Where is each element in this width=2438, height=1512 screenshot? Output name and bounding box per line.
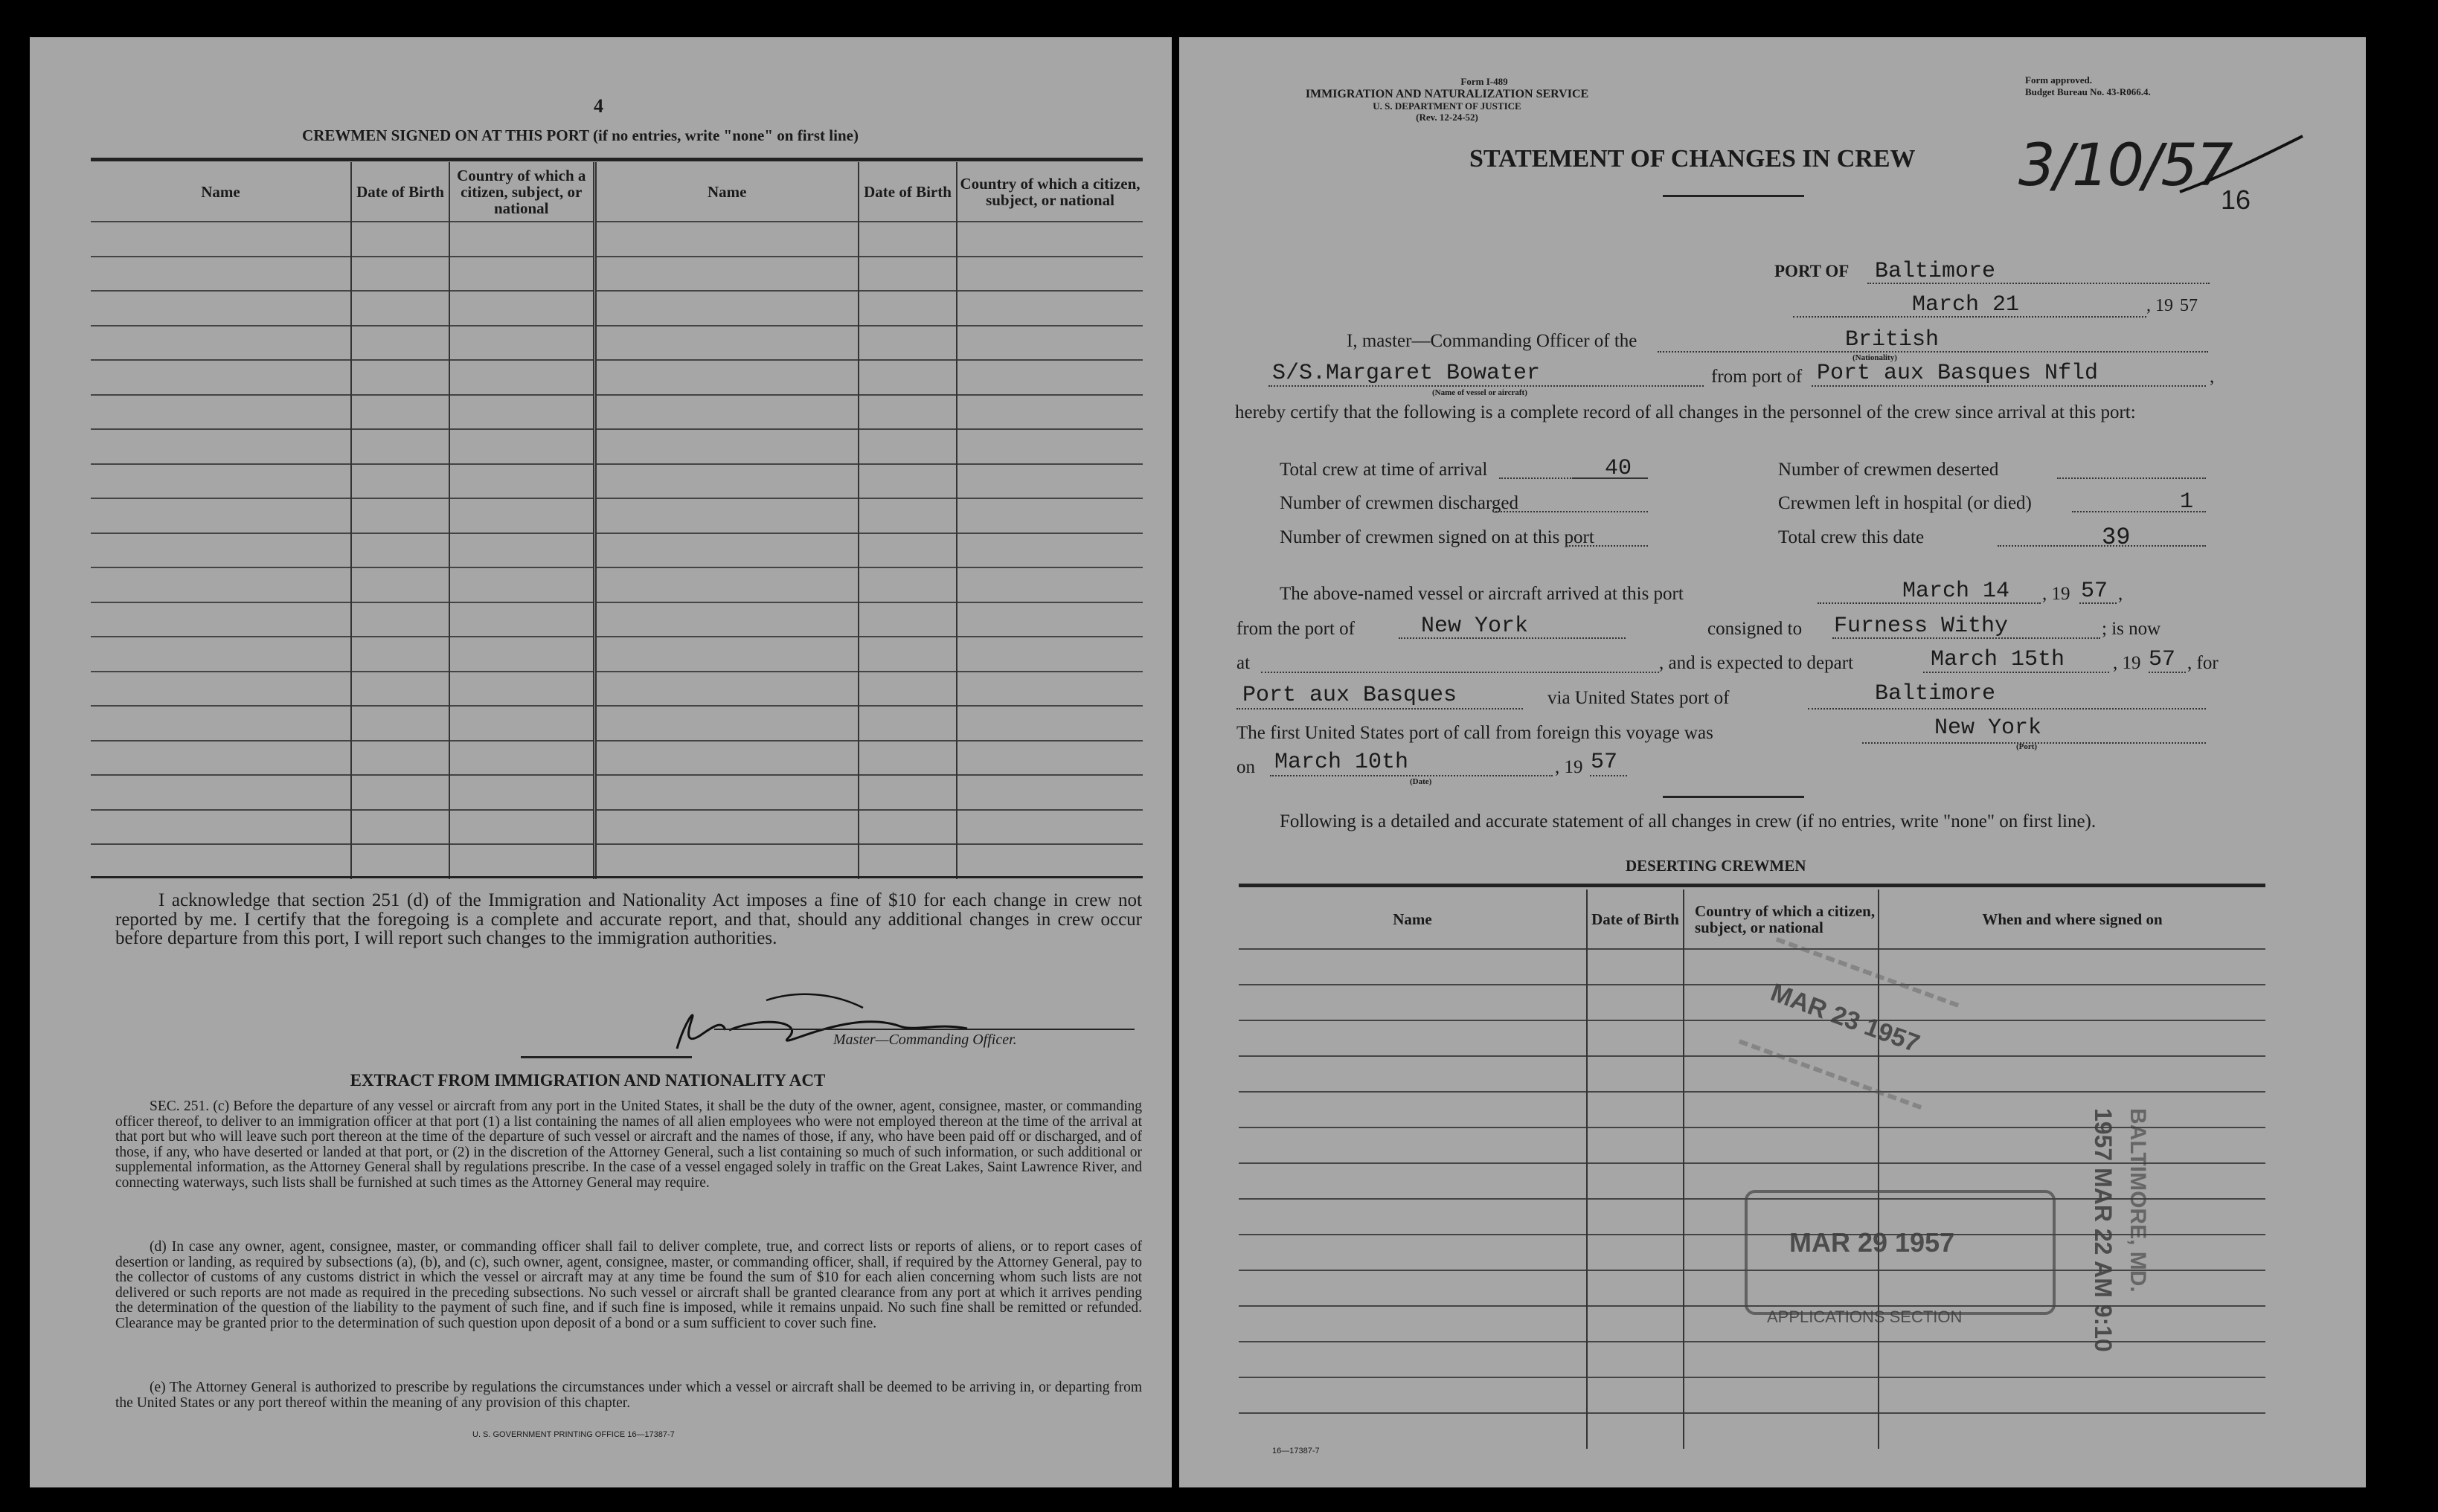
table-cell (594, 395, 859, 430)
divider (521, 1056, 692, 1058)
table-cell (449, 360, 594, 395)
left-page (30, 37, 1172, 1487)
table-cell (1239, 949, 1587, 985)
table-row (91, 429, 1143, 464)
first-date-line (1270, 775, 1553, 776)
table-cell (449, 464, 594, 499)
table-cell (1239, 1270, 1587, 1306)
table-cell (859, 637, 957, 672)
table-cell (351, 775, 449, 810)
table-cell (594, 844, 859, 879)
table-cell (594, 222, 859, 257)
table-cell (351, 429, 449, 464)
table-row (91, 844, 1143, 879)
baltimore-stamp-city: BALTIMORE, MD. (2126, 1108, 2150, 1293)
destination-value: Port aux Basques (1242, 683, 1457, 708)
table-row (91, 706, 1143, 741)
depart-year-prefix: , 19 (2113, 653, 2141, 673)
section-251-e: (e) The Attorney General is authorized to prescribe by regulations the circumstances under which a vessel or aircraft shall be deemed to be arriving in, or departing from the United States or any port thereof within the meaning of any provision of this chapter. (115, 1380, 1142, 1411)
table-cell (91, 567, 351, 602)
table-cell (957, 706, 1143, 741)
table-cell (859, 533, 957, 568)
table-cell (1587, 1342, 1684, 1377)
applications-stamp-caption: APPLICATIONS SECTION (1767, 1307, 1963, 1326)
page-number: 4 (594, 95, 603, 117)
table-cell (449, 637, 594, 672)
des-col-when-where: When and where signed on (1879, 889, 2265, 949)
table-cell (859, 326, 957, 361)
table-cell (1587, 1377, 1684, 1413)
table-cell (859, 464, 957, 499)
nationality-value: British (1845, 327, 1940, 353)
table-cell (1587, 949, 1684, 985)
table-cell (1587, 1092, 1684, 1127)
col-country: Country of which a citizen, subject, or national (449, 162, 594, 222)
table-cell (957, 257, 1143, 292)
table-cell (859, 775, 957, 810)
table-cell (1587, 1127, 1684, 1163)
nationality-caption: (Nationality) (1852, 353, 1897, 362)
title-underline (1663, 195, 1804, 197)
table-cell (594, 464, 859, 499)
table-cell (351, 222, 449, 257)
table-cell (449, 395, 594, 430)
table-row (1239, 1377, 2265, 1413)
table-cell (594, 706, 859, 741)
from-value: New York (1421, 614, 1529, 639)
table-cell (957, 395, 1143, 430)
table-cell (449, 741, 594, 776)
table-cell (91, 602, 351, 637)
baltimore-stamp-date: 1957 MAR 22 AM 9:10 (2090, 1108, 2117, 1352)
table-cell (859, 810, 957, 845)
table-row (91, 291, 1143, 326)
first-year: 57 (1591, 750, 1618, 775)
right-page (1179, 37, 2366, 1487)
first-date-value: March 10th (1274, 750, 1409, 775)
table-cell (859, 672, 957, 707)
signature-line (714, 1029, 1135, 1030)
comma-2: , (2118, 584, 2123, 604)
date-caption: (Date) (1410, 777, 1432, 786)
year-value: 57 (2180, 296, 2198, 315)
discharged-label: Number of crewmen discharged (1280, 493, 1518, 513)
table-cell (91, 637, 351, 672)
table-cell (957, 222, 1143, 257)
form-approved: Form approved. (2025, 74, 2093, 86)
total-arrival-leader (1499, 477, 1574, 479)
table-cell (91, 360, 351, 395)
table-cell (1684, 1413, 1879, 1449)
discharged-line (1495, 511, 1648, 512)
table-cell (1239, 1020, 1587, 1056)
table-cell (957, 498, 1143, 533)
destination-line (1236, 708, 1523, 710)
table-cell (594, 567, 859, 602)
first-port-label: The first United States port of call from foreign this voyage was (1236, 723, 1713, 743)
hospital-value: 1 (2180, 489, 2194, 515)
depart-year: 57 (2149, 647, 2176, 672)
table-cell (594, 741, 859, 776)
table-row (91, 567, 1143, 602)
table-cell (1587, 1413, 1684, 1449)
table-cell (1239, 1127, 1587, 1163)
table-cell (957, 464, 1143, 499)
table-cell (1587, 1056, 1684, 1092)
first-port-value: New York (1934, 715, 2042, 741)
divider-2 (1663, 796, 1804, 798)
table-cell (957, 844, 1143, 879)
table-cell (1239, 1342, 1587, 1377)
table-cell (351, 637, 449, 672)
table-top-rule (91, 158, 1143, 161)
table-cell (1684, 1127, 1879, 1163)
table-cell (1879, 1377, 2265, 1413)
table-cell (957, 775, 1143, 810)
table-cell (449, 810, 594, 845)
table-cell (449, 326, 594, 361)
table-cell (351, 360, 449, 395)
table-cell (859, 360, 957, 395)
via-line (1808, 708, 2206, 710)
deserting-title: DESERTING CREWMEN (1626, 857, 1806, 875)
table-cell (449, 222, 594, 257)
from-port-label: from port of (1711, 367, 1803, 387)
form-title: STATEMENT OF CHANGES IN CREW (1469, 145, 1916, 173)
table-cell (449, 672, 594, 707)
table-cell (859, 844, 957, 879)
table-cell (1239, 1056, 1587, 1092)
table-cell (1587, 1020, 1684, 1056)
table-cell (91, 775, 351, 810)
table-row (91, 637, 1143, 672)
table-cell (449, 429, 594, 464)
table-cell (351, 810, 449, 845)
table-cell (957, 810, 1143, 845)
table-cell (859, 602, 957, 637)
table-row (91, 222, 1143, 257)
table-cell (594, 810, 859, 845)
table-cell (351, 326, 449, 361)
table-cell (91, 429, 351, 464)
via-label: via United States port of (1547, 688, 1730, 708)
table-cell (1239, 1163, 1587, 1199)
table-cell (1239, 1092, 1587, 1127)
table-cell (449, 498, 594, 533)
table-row (91, 326, 1143, 361)
table-cell (859, 395, 957, 430)
signed-on-label: Number of crewmen signed on at this port (1280, 527, 1594, 547)
table-cell (351, 395, 449, 430)
table-cell (91, 257, 351, 292)
table-row (91, 775, 1143, 810)
table-cell (91, 326, 351, 361)
table-cell (1239, 1306, 1587, 1342)
table-cell (1879, 1127, 2265, 1163)
table-cell (1587, 1199, 1684, 1235)
des-col-dob: Date of Birth (1587, 889, 1684, 949)
on-label: on (1236, 757, 1255, 777)
deserted-line (2057, 477, 2206, 479)
port-value: Baltimore (1875, 259, 1996, 284)
table-cell (351, 498, 449, 533)
date-value: March 21 (1912, 292, 2020, 318)
table-row (91, 395, 1143, 430)
comma: , (2210, 367, 2215, 387)
depart-label: , and is expected to depart (1659, 653, 1854, 673)
table-cell (449, 567, 594, 602)
table-cell (1684, 1342, 1879, 1377)
hospital-label: Crewmen left in hospital (or died) (1778, 493, 2032, 513)
table-cell (859, 222, 957, 257)
table-cell (449, 602, 594, 637)
table-row (91, 464, 1143, 499)
table-row (91, 672, 1143, 707)
table-cell (449, 291, 594, 326)
col-name: Name (201, 182, 240, 201)
table-cell (1587, 1270, 1684, 1306)
table-cell (351, 672, 449, 707)
form-footer: 16—17387-7 (1272, 1447, 1320, 1455)
des-col-country: Country of which a citizen, subject, or national (1684, 889, 1879, 949)
first-year-line (1590, 775, 1627, 776)
table-row (1239, 1056, 2265, 1092)
table-cell (1239, 1199, 1587, 1235)
signed-on-title: CREWMEN SIGNED ON AT THIS PORT (if no entries, write "none" on first line) (302, 126, 859, 144)
table-cell (91, 291, 351, 326)
table-cell (859, 498, 957, 533)
arrived-year: 57 (2081, 579, 2108, 604)
from-label: from the port of (1236, 619, 1355, 639)
table-cell (859, 429, 957, 464)
arrived-value: March 14 (1902, 579, 2010, 604)
year-prefix: , 19 (2146, 296, 2173, 315)
table-cell (449, 706, 594, 741)
consigned-value: Furness Withy (1834, 614, 2009, 639)
section-251-d: (d) In case any owner, agent, consignee, master, or commanding officer shall fail to deliver complete, true, and correct lists or reports of aliens, or to report cases of desertion or landing, as required by subsections (a), (b), and (c), such owner, agent, consignee, master, or commanding officer, shall, if required by the Attorney General, pay to the collector of customs of any customs district in which the vessel or aircraft may at any time be found the sum of $10 for each alien concerning whom such lists are not delivered or such reports are not made as required in the preceding subsections. No such vessel or aircraft shall be granted clearance from any port at which it arrives pending the determination of the question of the liability to the payment of such fine, and if such fine is imposed, while it remains unpaid. No such fine shall be remitted or refunded. Clearance may be granted prior to the determination of such question upon deposit of a bond or a sum sufficient to cover such fine. (115, 1239, 1142, 1331)
table-cell (957, 360, 1143, 395)
table-cell (351, 257, 449, 292)
des-col-name: Name (1393, 910, 1432, 928)
table-cell (594, 637, 859, 672)
table-cell (859, 257, 957, 292)
table-cell (449, 844, 594, 879)
table-cell (449, 533, 594, 568)
col-name-2: Name (594, 162, 859, 222)
extract-title: EXTRACT FROM IMMIGRATION AND NATIONALITY ACT (350, 1071, 826, 1090)
for-label: , for (2187, 653, 2219, 673)
table-bottom-rule (91, 876, 1143, 878)
table-cell (1587, 1163, 1684, 1199)
table-cell (351, 741, 449, 776)
table-cell (351, 291, 449, 326)
table-cell (957, 326, 1143, 361)
table-cell (859, 741, 957, 776)
table-cell (1239, 985, 1587, 1020)
total-date-value: 39 (2102, 524, 2131, 551)
col-country-2: Country of which a citizen, subject, or national (957, 162, 1143, 222)
table-cell (91, 741, 351, 776)
table-row (91, 810, 1143, 845)
master-label: I, master—Commanding Officer of the (1347, 331, 1637, 351)
received-stamp: MAR 23 1957 (1766, 978, 1924, 1058)
table-cell (351, 533, 449, 568)
col-dob: Date of Birth (351, 162, 449, 222)
table-row (91, 741, 1143, 776)
table-cell (1587, 1306, 1684, 1342)
table-cell (351, 567, 449, 602)
table-cell (594, 291, 859, 326)
table-cell (957, 637, 1143, 672)
department-name: U. S. DEPARTMENT OF JUSTICE (1373, 100, 1521, 112)
agency-name: IMMIGRATION AND NATURALIZATION SERVICE (1305, 88, 1589, 100)
table-cell (1879, 949, 2265, 985)
handwritten-date: 3/10/57 (2018, 132, 2232, 199)
table-cell (91, 395, 351, 430)
table-cell (1239, 1235, 1587, 1270)
table-row (91, 602, 1143, 637)
table-row (91, 360, 1143, 395)
budget-bureau-number: Budget Bureau No. 43-R066.4. (2025, 86, 2151, 97)
acknowledgment-text: I acknowledge that section 251 (d) of the Immigration and Nationality Act imposes a fine of $10 for each change in crew not reported by me. I certify that the foregoing is a complete and accurate report, and that, should any additional changes in crew occur before departure from this port, I will report such changes to the immigration authorities. (115, 890, 1142, 948)
via-value: Baltimore (1875, 681, 1996, 707)
table-cell (859, 567, 957, 602)
table-cell (957, 291, 1143, 326)
certify-text: hereby certify that the following is a complete record of all changes in the personnel of the crew since arrival at this port: (1235, 402, 2136, 422)
depart-value: March 15th (1931, 647, 2065, 672)
table-cell (1879, 1092, 2265, 1127)
arrived-year-prefix: , 19 (2042, 584, 2070, 604)
col-dob-2: Date of Birth (859, 162, 957, 222)
table-cell (91, 844, 351, 879)
table-cell (1684, 1092, 1879, 1127)
table-cell (1879, 1342, 2265, 1377)
signed-on-line (1566, 545, 1648, 547)
table-cell (351, 602, 449, 637)
table-cell (1239, 1413, 1587, 1449)
port-caption: (Port) (2016, 742, 2038, 751)
table-cell (351, 706, 449, 741)
total-date-label: Total crew this date (1778, 527, 1925, 547)
vessel-caption: (Name of vessel or aircraft) (1432, 388, 1527, 397)
total-arrival-label: Total crew at time of arrival (1280, 460, 1488, 480)
printing-office-footer: U. S. GOVERNMENT PRINTING OFFICE 16—17387-7 (472, 1430, 675, 1439)
table-cell (91, 498, 351, 533)
table-cell (594, 533, 859, 568)
table-row (91, 533, 1143, 568)
signature-caption: Master—Commanding Officer. (833, 1032, 1017, 1048)
arrived-label: The above-named vessel or aircraft arrived at this port (1280, 584, 1684, 604)
at-line (1261, 672, 1659, 673)
table-cell (957, 429, 1143, 464)
port-label: PORT OF (1774, 262, 1850, 280)
deserted-label: Number of crewmen deserted (1778, 460, 1999, 480)
table-row (91, 257, 1143, 292)
applications-stamp-date: MAR 29 1957 (1789, 1227, 1955, 1258)
table-cell (957, 567, 1143, 602)
table-cell (351, 464, 449, 499)
table-cell (594, 775, 859, 810)
table-row (1239, 1413, 2265, 1449)
consigned-label: consigned to (1707, 619, 1803, 639)
page-number-stamp: 16 (2221, 184, 2251, 215)
revision-date: (Rev. 12-24-52) (1416, 112, 1478, 123)
table-cell (859, 706, 957, 741)
table-cell (594, 360, 859, 395)
table-cell (1587, 985, 1684, 1020)
at-label: at (1236, 653, 1251, 673)
table-cell (594, 672, 859, 707)
table-cell (1879, 1413, 2265, 1449)
table-cell (91, 222, 351, 257)
table-cell (91, 706, 351, 741)
following-text: Following is a detailed and accurate statement of all changes in crew (if no entries, write "none" on first line). (1280, 811, 2097, 831)
table-cell (957, 741, 1143, 776)
total-arrival-value: 40 (1605, 456, 1632, 481)
from-port-value: Port aux Basques Nfld (1817, 361, 2099, 386)
first-year-prefix: , 19 (1555, 757, 1583, 777)
table-cell (91, 533, 351, 568)
table-cell (594, 429, 859, 464)
table-cell (957, 602, 1143, 637)
table-cell (91, 810, 351, 845)
signed-on-table (91, 162, 1143, 879)
table-row (91, 498, 1143, 533)
deserting-top-rule (1239, 884, 2265, 887)
table-cell (594, 326, 859, 361)
table-cell (957, 672, 1143, 707)
table-cell (1239, 1377, 1587, 1413)
form-number: Form I-489 (1460, 76, 1508, 87)
table-cell (91, 464, 351, 499)
table-cell (351, 844, 449, 879)
table-row (1239, 949, 2265, 985)
table-cell (594, 498, 859, 533)
table-cell (1684, 1377, 1879, 1413)
vessel-value: S/S.Margaret Bowater (1272, 361, 1541, 386)
table-cell (957, 533, 1143, 568)
table-cell (449, 775, 594, 810)
section-251-c: SEC. 251. (c) Before the departure of any vessel or aircraft from any port in the United States, it shall be the duty of the owner, agent, consignee, master, or commanding officer thereof, to deliver to an immigration officer at that port (1) a list containing the names of all alien employees who were not employed thereon at the time of the arrival at that port but who will leave such port thereon at the time of the departure of such vessel or aircraft and the names of those, if any, who have been paid off or discharged, and of those, if any, who have deserted or landed at that port, or (2) in the discretion of the Attorney General, such a list containing so much of such information, or such additional or supplemental information, as the Attorney General shall by regulations prescribe. In the case of a vessel engaged solely in traffic on the Great Lakes, Saint Lawrence River, and connecting waterways, such lists shall be furnished at such times as the Attorney General may require. (115, 1098, 1142, 1191)
table-cell (594, 257, 859, 292)
table-cell (859, 291, 957, 326)
now-label: ; is now (2102, 619, 2161, 639)
table-cell (1587, 1235, 1684, 1270)
table-cell (91, 672, 351, 707)
table-cell (449, 257, 594, 292)
table-cell (594, 602, 859, 637)
